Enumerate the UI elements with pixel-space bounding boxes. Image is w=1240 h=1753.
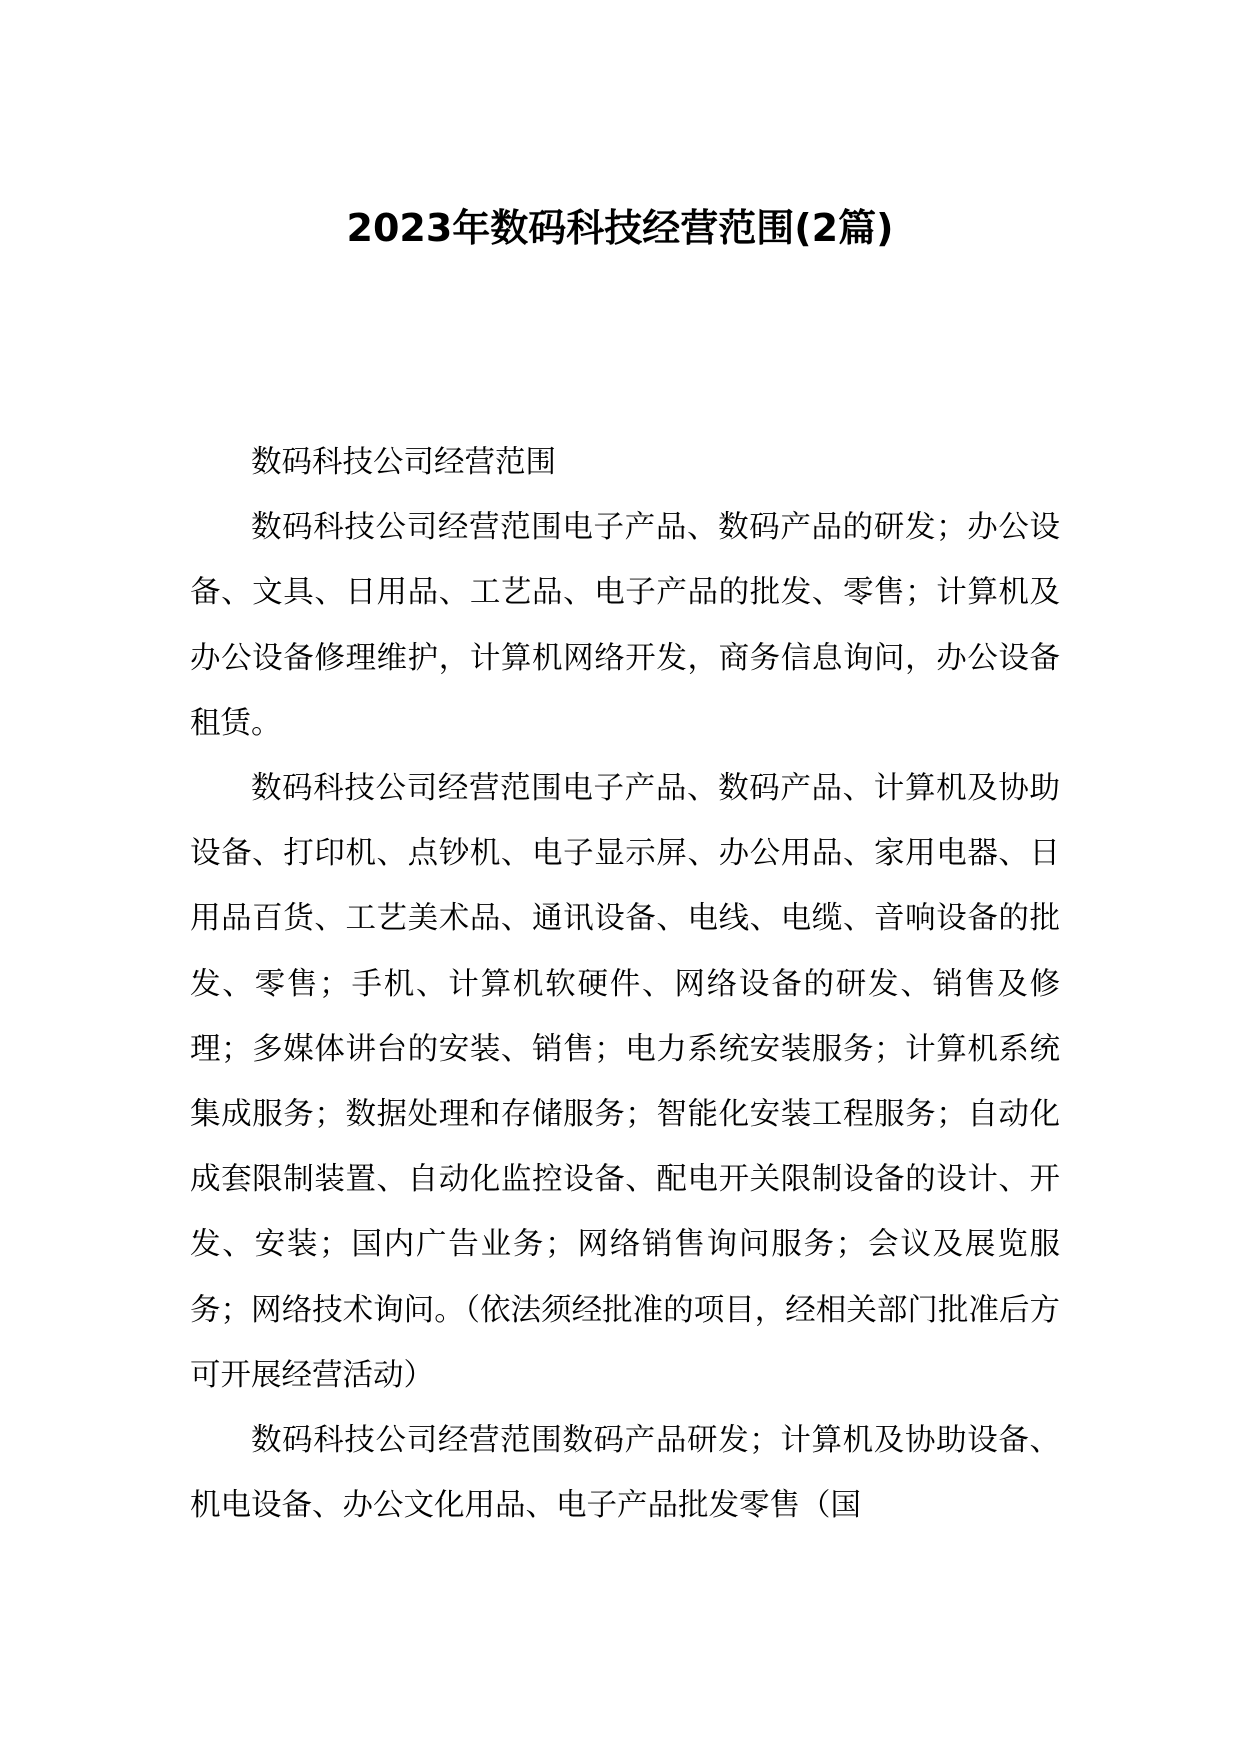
paragraph-scope-3: 数码科技公司经营范围数码产品研发；计算机及协助设备、机电设备、办公文化用品、电子产品批发零售（国 <box>190 1423 1060 1524</box>
document-body <box>190 430 1060 1538</box>
document-title: 2023年数码科技经营范围(2篇) <box>346 206 894 250</box>
paragraph-scope-2: 数码科技公司经营范围电子产品、数码产品、计算机及协助设备、打印机、点钞机、电子显示屏、办公用品、家用电器、日用品百货、工艺美术品、通讯设备、电线、电缆、音响设备的批发、零售；手机、计算机软硬件、网络设备的研发、销售及修理；多媒体讲台的安装、销售；电力系统安装服务；计算机系统集成服务；数据处理和存储服务；智能化安装工程服务；自动化成套限制装置、自动化监控设备、配电开关限制设备的设计、开发、安装；国内广告业务；网络销售询问服务；会议及展览服务；网络技术询问。（依法须经批准的项目，经相关部门批准后方可开展经营活动） <box>190 771 1060 1393</box>
paragraph-scope-1: 数码科技公司经营范围电子产品、数码产品的研发；办公设备、文具、日用品、工艺品、电子产品的批发、零售；计算机及办公设备修理维护，计算机网络开发，商务信息询问，办公设备租赁。 <box>190 510 1060 741</box>
paragraph-heading: 数码科技公司经营范围 <box>251 445 556 480</box>
